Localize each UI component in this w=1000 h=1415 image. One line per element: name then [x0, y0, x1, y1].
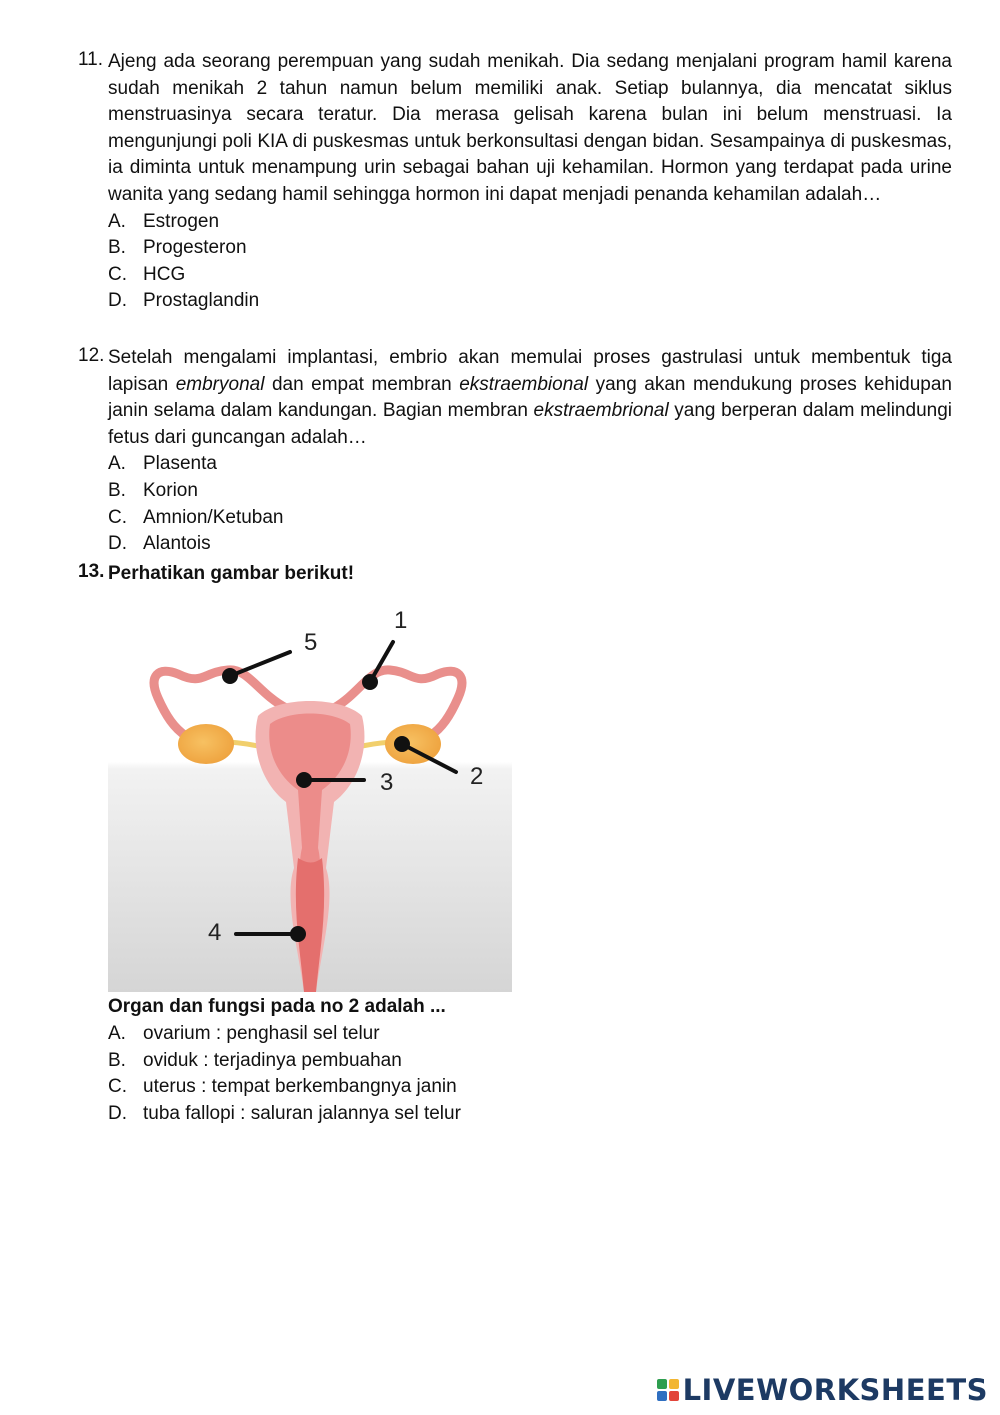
question-heading: Perhatikan gambar berikut! [108, 563, 355, 584]
question-text: Ajeng ada seorang perempuan yang sudah menikah. Dia sedang menjalani program hamil karena sudah menikah 2 tahun namun belum memiliki anak. Setiap bulannya, dia mencatat siklus menstruasinya secara teratur. Dia merasa gelisah karena bulan ini belum menstruasi. Ia mengunjungi poli KIA di puskesmas untuk berkonsultasi dengan bidan. Sesampainya di puskesmas, ia diminta untuk menampung urin sebagai bahan uji kehamilan. Hormon yang terdapat pada urine wanita yang sedang hamil sehingga hormon ini dapat menjadi penanda kehamilan adalah… [108, 51, 952, 205]
left-ovary [178, 724, 234, 764]
pointer-dot-5 [222, 668, 238, 684]
option-d[interactable]: D. Alantois [108, 533, 211, 555]
reproductive-system-figure [108, 608, 512, 992]
question-11 [78, 49, 952, 315]
option-list [108, 1021, 461, 1127]
option-list [108, 451, 952, 557]
figure-label-1: 1 [394, 608, 408, 634]
option-b[interactable]: B. Progesteron [108, 237, 247, 259]
option-c[interactable]: C. uterus : tempat berkembangnya janin [108, 1076, 457, 1098]
pointer-dot-4 [290, 926, 306, 942]
question-text: Setelah mengalami implantasi, embrio akan memulai proses gastrulasi untuk membentuk tiga lapisan embryonal dan empat membran ekstraembional yang akan mendukung proses kehidupan janin selama dalam kandungan. Bagian membran ekstraembrional yang berperan dalam melindungi fetus dari guncangan adalah… [108, 347, 952, 448]
liveworksheets-brand [657, 1372, 988, 1408]
figure-label-3: 3 [380, 769, 394, 796]
pointer-dot-1 [362, 674, 378, 690]
term-ekstraembrional: ekstraembrional [533, 400, 669, 422]
liveworksheets-logo-icon [657, 1379, 679, 1401]
pointer-dot-3 [296, 772, 312, 788]
pointer-dot-2 [394, 736, 410, 752]
question-13-prompt: Organ dan fungsi pada no 2 adalah ... [108, 996, 446, 1017]
option-a[interactable]: A. Estrogen [108, 210, 220, 232]
option-list [108, 209, 952, 315]
brand-name: LIVEWORKSHEETS [682, 1373, 988, 1407]
figure-label-4: 4 [208, 919, 222, 946]
term-ekstraembional: ekstraembional [459, 373, 589, 395]
option-b[interactable]: B. oviduk : terjadinya pembuahan [108, 1049, 402, 1071]
option-d[interactable]: D. tuba fallopi : saluran jalannya sel telur [108, 1102, 461, 1124]
option-d[interactable]: D. Prostaglandin [108, 290, 260, 312]
question-number: 13. [78, 561, 105, 582]
option-a[interactable]: A. Plasenta [108, 453, 217, 475]
question-12 [78, 345, 952, 558]
option-a[interactable]: A. ovarium : penghasil sel telur [108, 1023, 380, 1044]
option-c[interactable]: C. Amnion/Ketuban [108, 506, 284, 528]
figure-label-5: 5 [304, 629, 318, 656]
option-c[interactable]: C. HCG [108, 263, 186, 285]
option-b[interactable]: B. Korion [108, 479, 198, 501]
question-number: 11. [78, 49, 104, 70]
term-embryonal: embryonal [175, 373, 265, 395]
question-number: 12. [78, 345, 105, 366]
figure-label-2: 2 [470, 763, 484, 790]
question-13 [78, 561, 952, 588]
